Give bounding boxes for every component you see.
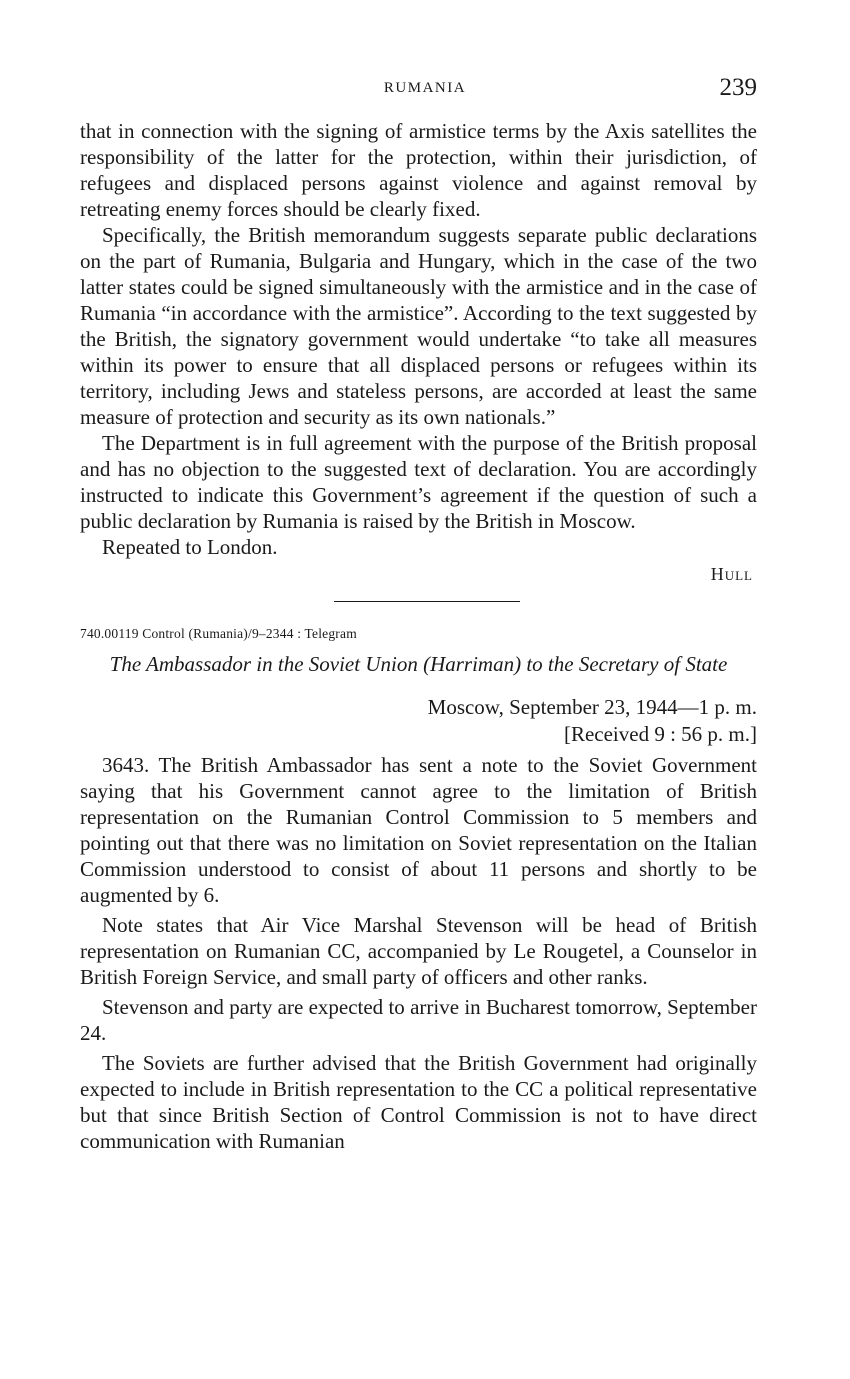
paragraph: The Soviets are further advised that the British Government had originally expected to include in British representation to the CC a political representative but that since British Section of Control Commission is not to have direct communication with Rumanian [80, 1051, 757, 1153]
signature: Hull [710, 564, 753, 584]
section-divider [334, 601, 520, 602]
paragraph: Specifically, the British memorandum suggests separate public declarations on the part of Rumania, Bulgaria and Hungary, which in the case of the two latter states could be signed simultaneously with the armistice and in the case of Rumania “in accordance with the armistice”. According to the text suggested by the British, the signatory government would undertake “to take all measures within its power to ensure that all displaced persons or refugees within its territory, including Jews and stateless persons, are accorded at least the same measure of protection and security as its own nationals.” [80, 223, 757, 429]
paragraph-continued: that in connection with the signing of armistice terms by the Axis satellites the responsibility of the latter for the protection, within their jurisdiction, of refugees and displaced persons against violence and against removal by retreating enemy forces should be clearly fixed. [80, 119, 757, 221]
page-number: 239 [719, 74, 757, 101]
paragraph: The Department is in full agreement with the purpose of the British proposal and has no objection to the suggested text of declaration. You are accordingly instructed to indicate this Government’s agreement if the question of such a public declaration by Rumania is raised by the British in Moscow. [80, 431, 757, 533]
running-title: RUMANIA [383, 80, 467, 96]
document-title: The Ambassador in the Soviet Union (Harriman) to the Secretary of State [109, 652, 728, 676]
paragraph: 3643. The British Ambassador has sent a note to the Soviet Government saying that his Government cannot agree to the limitation of British representation on the Rumanian Control Commission to 5 members and pointing out that there was no limitation on Soviet representation on the Italian Commission understood to consist of about 11 persons and shortly to be augmented by 6. [80, 753, 757, 907]
paragraph: Stevenson and party are expected to arrive in Bucharest tomorrow, September 24. [80, 995, 757, 1045]
running-head [0, 74, 850, 104]
paragraph: Repeated to London. [102, 535, 278, 559]
page-body [80, 118, 757, 1154]
file-reference: 740.00119 Control (Rumania)/9–2344 : Telegram [80, 626, 357, 641]
paragraph: Note states that Air Vice Marshal Stevenson will be head of British representation on Rumanian CC, accompanied by Le Rougetel, a Counselor in British Foreign Service, and small party of officers and other ranks. [80, 913, 757, 989]
received-note: [Received 9 : 56 p. m.] [563, 722, 757, 746]
dateline: Moscow, September 23, 1944—1 p. m. [427, 695, 757, 719]
